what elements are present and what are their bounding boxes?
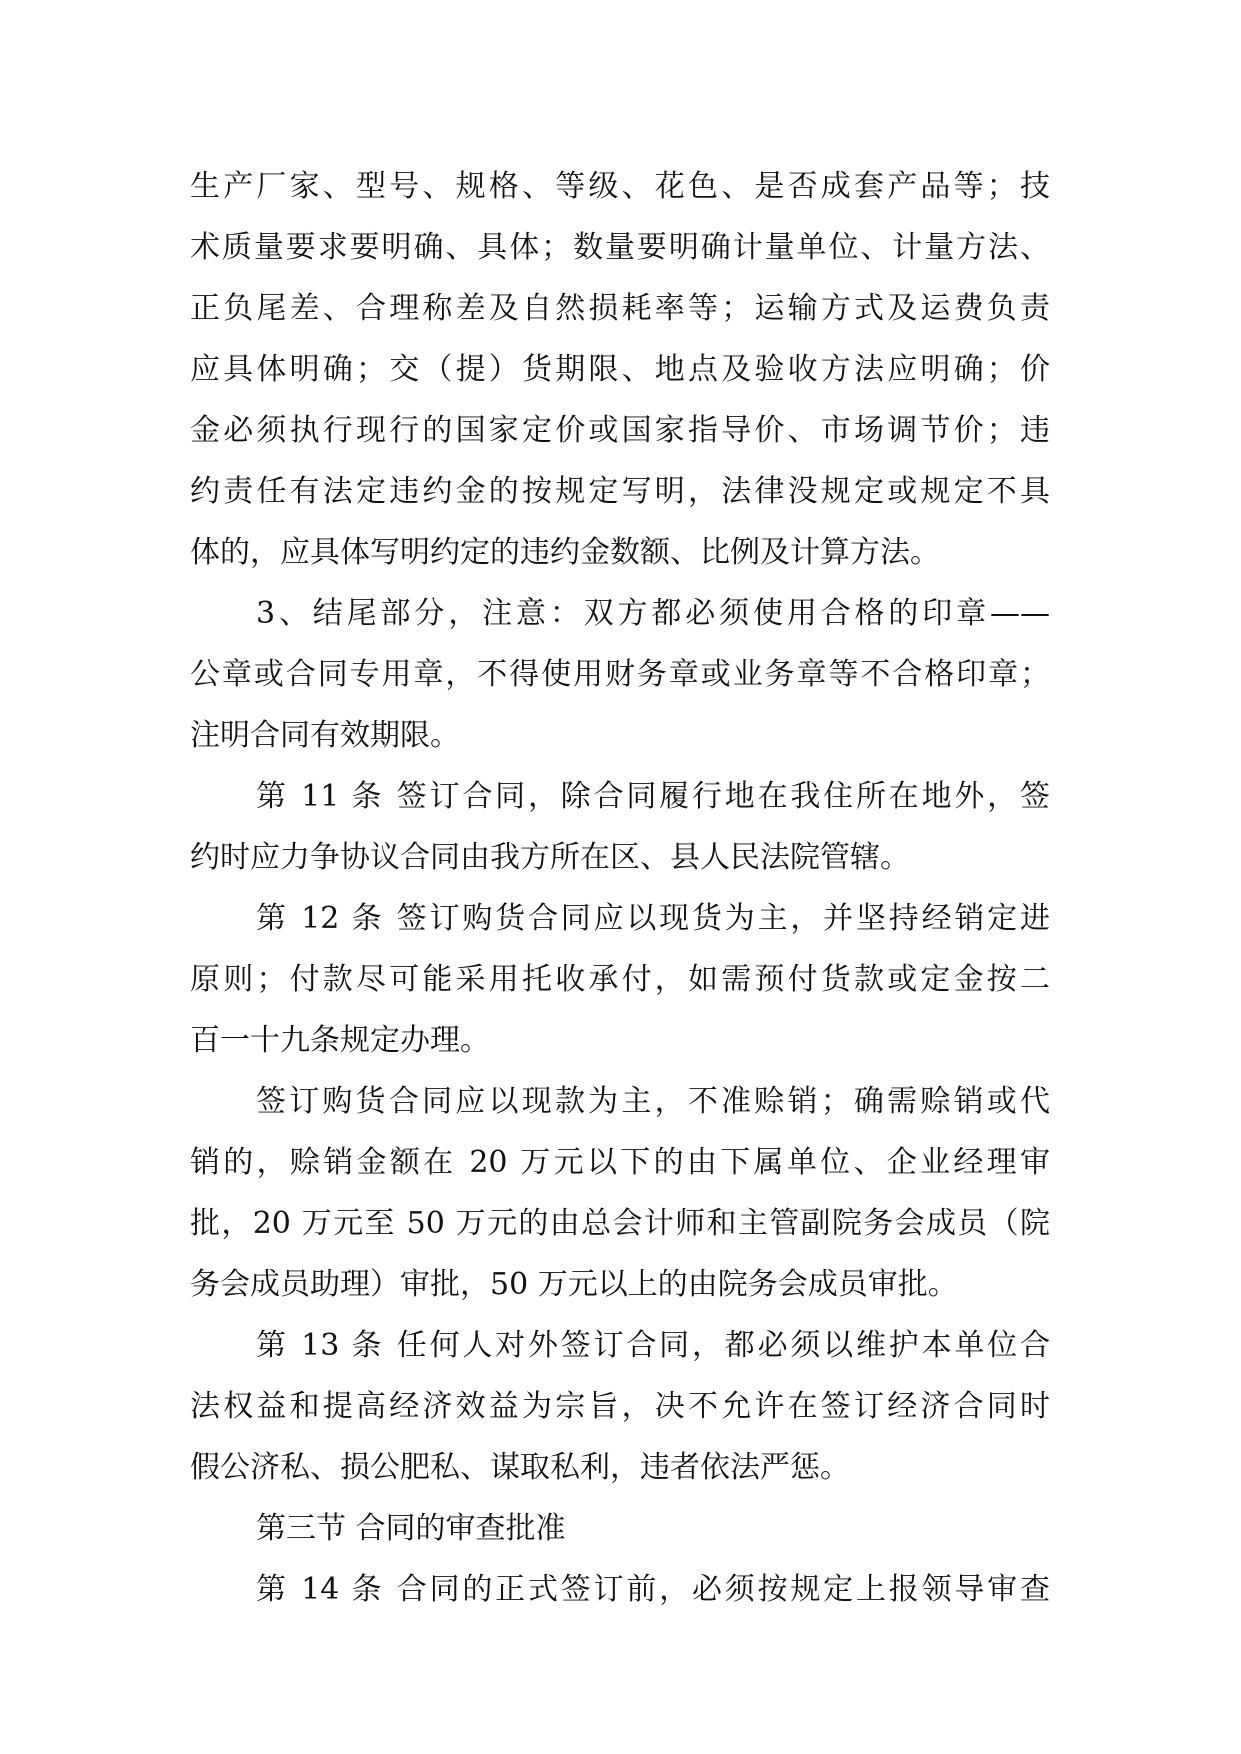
paragraph-start-line: 签订购货合同应以现款为主，不准赊销；确需赊销或代 xyxy=(256,1084,1050,1119)
text-line: 约时应力争协议合同由我方所在区、县人民法院管辖。 xyxy=(190,840,910,875)
text-line: 批，20 万元至 50 万元的由总会计师和主管副院务会成员（院 xyxy=(190,1206,1050,1241)
text-line: 正负尾差、合理称差及自然损耗率等；运输方式及运费负责 xyxy=(190,291,1050,326)
article-14-line: 第 14 条 合同的正式签订前，必须按规定上报领导审查 xyxy=(256,1572,1050,1607)
text-line: 百一十九条规定办理。 xyxy=(190,1023,490,1058)
text-line: 原则；付款尽可能采用托收承付，如需预付货款或定金按二 xyxy=(190,962,1050,997)
text-line: 生产厂家、型号、规格、等级、花色、是否成套产品等；技 xyxy=(190,169,1050,204)
text-line: 约责任有法定违约金的按规定写明，法律没规定或规定不具 xyxy=(190,474,1050,509)
text-line: 术质量要求要明确、具体；数量要明确计量单位、计量方法、 xyxy=(190,230,1050,265)
text-line: 应具体明确；交（提）货期限、地点及验收方法应明确；价 xyxy=(190,352,1050,387)
article-11-line: 第 11 条 签订合同，除合同履行地在我住所在地外，签 xyxy=(256,779,1050,814)
article-12-line: 第 12 条 签订购货合同应以现货为主，并坚持经销定进 xyxy=(256,901,1050,936)
text-line: 公章或合同专用章，不得使用财务章或业务章等不合格印章； xyxy=(190,657,1050,692)
text-line: 金必须执行现行的国家定价或国家指导价、市场调节价；违 xyxy=(190,413,1050,448)
document-body xyxy=(190,156,1050,1620)
text-line: 法权益和提高经济效益为宗旨，决不允许在签订经济合同时 xyxy=(190,1389,1050,1424)
text-line: 假公济私、损公肥私、谋取私利，违者依法严惩。 xyxy=(190,1450,850,1485)
text-line: 销的，赊销金额在 20 万元以下的由下属单位、企业经理审 xyxy=(190,1145,1050,1180)
article-13-line: 第 13 条 任何人对外签订合同，都必须以维护本单位合 xyxy=(256,1328,1050,1363)
text-line: 注明合同有效期限。 xyxy=(190,718,460,753)
section-heading: 第三节 合同的审查批准 xyxy=(256,1511,566,1546)
paragraph-start-line: 3、结尾部分，注意：双方都必须使用合格的印章—— xyxy=(256,596,1050,631)
text-line: 务会成员助理）审批，50 万元以上的由院务会成员审批。 xyxy=(190,1267,958,1302)
text-line: 体的，应具体写明约定的违约金数额、比例及计算方法。 xyxy=(190,535,940,570)
